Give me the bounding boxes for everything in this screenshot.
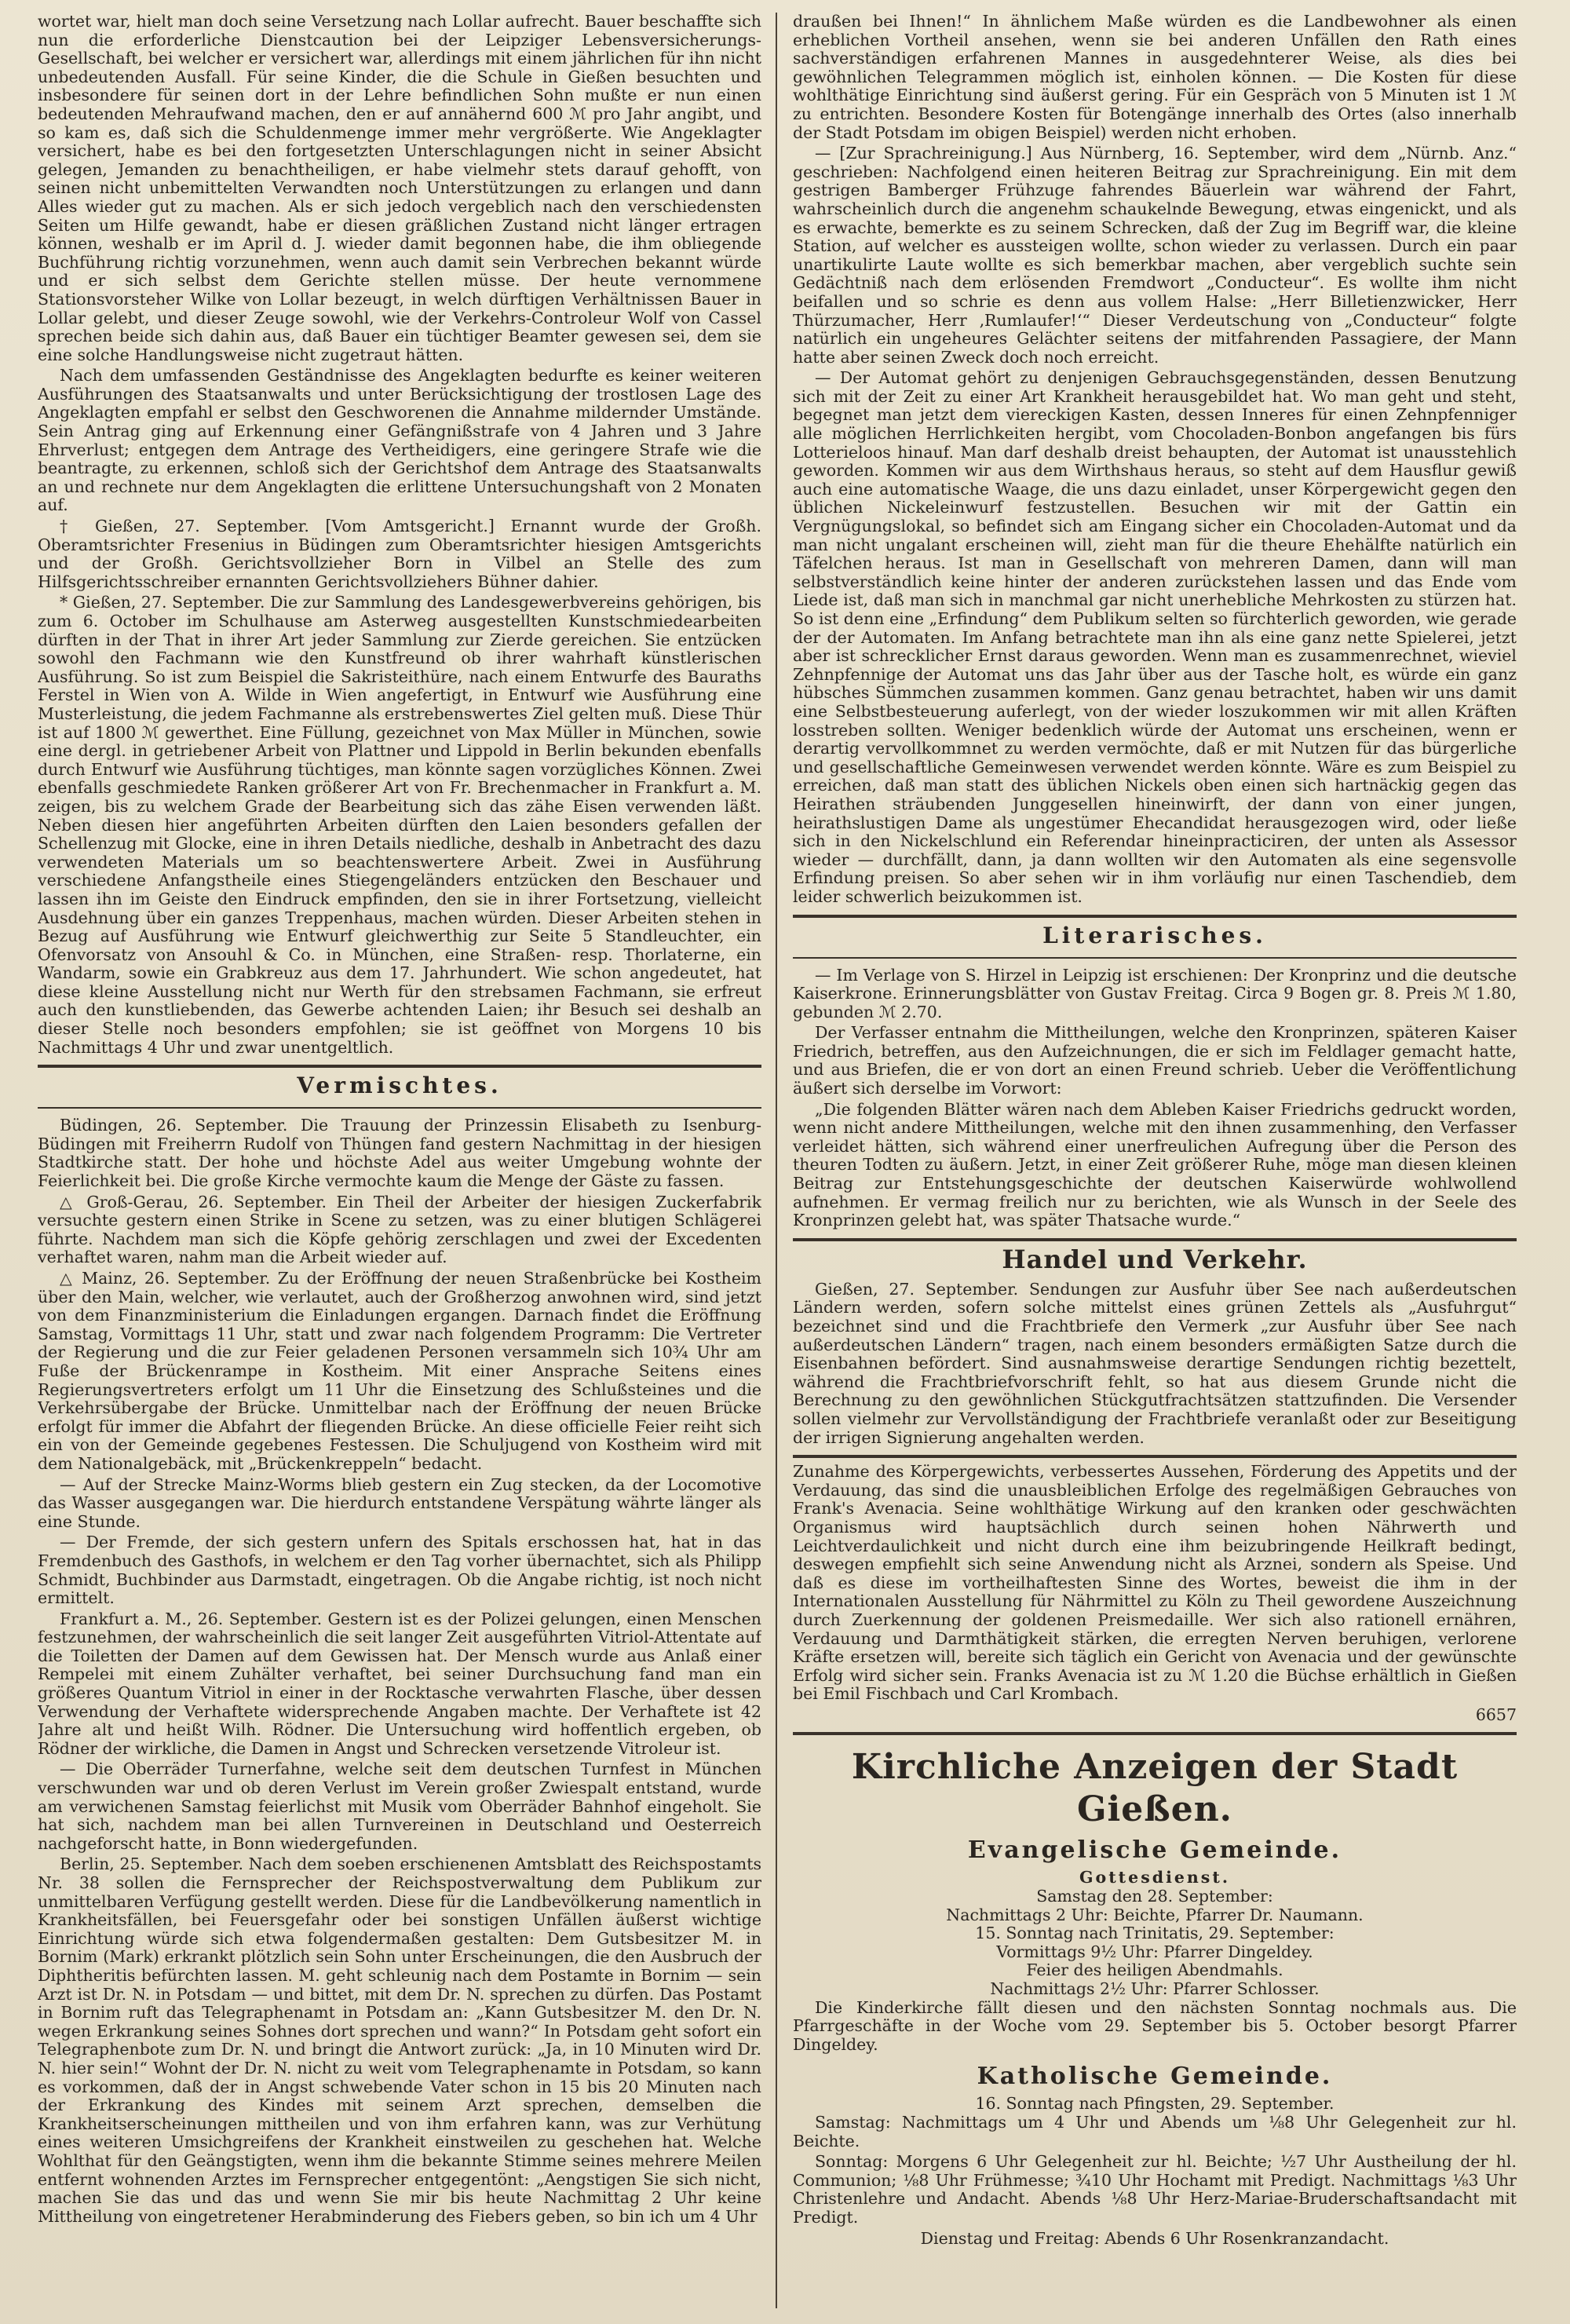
notice-amtsgericht: † Gießen, 27. September. [Vom Amtsgericht.] Ernannt wurde der Großh. Oberamtsrichter Fresenius in Büdingen zum Oberamtsrichter hiesigen Amtsgerichts und der Großh. Gerichtsvollzieher Born in Vilbel an Stelle des zum Hilfsgerichtsschreiber ernannten Gerichtsvollziehers Bühner dahier. (38, 517, 761, 591)
advert-reference-number: 6657 (1475, 1705, 1517, 1724)
section-rule (793, 1238, 1517, 1241)
news-item: — Auf der Strecke Mainz-Worms blieb gestern ein Zug stecken, da der Locomotive das Wasser ausgegangen war. Die hierdurch entstandene Verspätung währte länger als eine Stunde. (38, 1474, 761, 1531)
right-column (793, 13, 1517, 2308)
evangelische-gemeinde-title: Evangelische Gemeinde. (967, 1836, 1342, 1865)
advertisement-avenacia (793, 1463, 1517, 1724)
section-title-vermischtes: Vermischtes. (297, 1072, 502, 1099)
section-rule (793, 915, 1517, 918)
section-title-handel: Handel und Verkehr. (1002, 1244, 1308, 1274)
news-item: — Der Fremde, der sich gestern unfern des Spitals erschossen hat, hat in das Fremdenbuch des Gasthofs, in welchem er den Tag vorher übernachtet, sich als Philipp Schmidt, Buchbinder aus Darmstadt, eingetragen. Ob die Angabe richtig, ist noch nicht ermittelt. (38, 1533, 761, 1608)
service-line: Nachmittags 2½ Uhr: Pfarrer Schlosser. (990, 1979, 1320, 1999)
section-rule (793, 1455, 1517, 1458)
evangelisch-note: Die Kinderkirche fällt diesen und den nächsten Sonntag nochmals aus. Die Pfarrgeschäfte in der Woche vom 29. September bis 5. October besorgt Pfarrer Dingeldey. (793, 1997, 1517, 2054)
left-column (38, 13, 761, 2308)
continued-paragraph: draußen bei Ihnen!“ In ähnlichem Maße würden es die Landbewohner als einen erheblichen Vortheil ansehen, wenn sie bei anderen Unfällen den Rath eines sachverständigen erfahrenen Mannes in ausgedehnterer Weise, als dies bei gewöhnlichen Telegrammen möglich ist, einholen können. — Die Kosten für diese wohlthätige Einrichtung sind äußerst gering. Für ein Gespräch von 5 Minuten ist 1 ℳ zu entrichten. Besondere Kosten für Botengänge innerhalb des Ortes (also innerhalb der Stadt Potsdam im obigen Beispiel) werden nicht erhoben. (793, 13, 1517, 142)
literary-item: Der Verfasser entnahm die Mittheilungen, welche den Kronprinzen, späteren Kaiser Friedrich, betreffen, aus den Aufzeichnungen, die er sich im Feldlager gemacht hatte, und aus Briefen, die er von dort an einen Freund schrieb. Ueber die Veröffentlichung äußert sich derselbe im Vorwort: (793, 1023, 1517, 1098)
section-rule (38, 1065, 761, 1068)
handel-item: Gießen, 27. September. Sendungen zur Ausfuhr über See nach außerdeutschen Ländern werden, sofern solche mittelst eines grünen Zettels als „Ausfuhrgut“ bezeichnet sind und die Frachtbriefe den Vermerk „zur Ausfuhr über See nach außerdeutschen Ländern“ tragen, nach einem besonders ermäßigten Satze durch die Eisenbahnen befördert. Sind ausnahmsweise derartige Sendungen richtig bezettelt, während die Frachtbriefvorschrift fehlt, so hat aus diesem Grunde nicht die Berechnung zu den gewöhnlichen Stückgutfrachtsätzen stattzufinden. Die Versender sollen vielmehr zur Vervollständigung der Frachtbriefe veranlaßt oder zur Beseitigung der irrigen Signierung angehalten werden. (793, 1279, 1517, 1447)
section-rule (793, 957, 1517, 959)
notice-kunstschmiede: * Gießen, 27. September. Die zur Sammlung des Landesgewerbvereins gehörigen, bis zum 6. October im Schulhause am Asterweg ausgestellten Kunstschmiedearbeiten dürften in der That in ihrer Art jeder Sammlung zur Zierde gereichen. Sie entzücken sowohl den Fachmann wie den Kunstfreund ob ihrer wahrhaft künstlerischen Ausführung. So ist zum Beispiel die Sakristeithüre, nach einem Entwurfe des Bauraths Ferstel in Wien von A. Wilde in Wien angefertigt, in Entwurf wie Ausführung eine Musterleistung, die jedem Fachmanne als erstrebenswertes Ziel gelten muß. Diese Thür ist auf 1800 ℳ gewerthet. Eine Füllung, gezeichnet von Max Müller in München, sowie eine dergl. in getriebener Arbeit von Plattner und Lippold in Berlin bekunden ebenfalls durch Entwurf wie Ausführung tüchtiges, man könnte sagen vorzügliches Können. Zwei ebenfalls geschmiedete Ranken größerer Art von Fr. Brechenmacher in Frankfurt a. M. zeigen, bis zu welchem Grade der Bearbeitung sich das zähe Eisen verwenden läßt. Neben diesen hier angeführten Arbeiten dürften den Laien besonders gefallen der Schellenzug mit Glocke, eine in ihren Details niedliche, deshalb in Anbetracht des dazu verwendeten Materials um so beachtenswertere Arbeit. Zwei in Ausführung verschiedene Anfangstheile eines Stiegengeländers entzücken den Beschauer und lassen ihn im Geiste den Eindruck empfinden, den sie in ihrer Fortsetzung, vielleicht Ausdehnung über ein ganzes Treppenhaus, machen würden. Dieser Arbeiten stehen in Bezug auf Ausführung wie Entwurf gleichwerthig zur Seite 5 Standleuchter, ein Ofenvorsatz von Ansouhl & Co. in München, eine Straßen- resp. Thorlaterne, ein Wandarm, sowie ein Grabkreuz aus dem 17. Jahrhundert. Wie schon angedeutet, hat diese kleine Ausstellung nicht nur Werth für den strebsamen Fachmann, sie erfreut auch den kunstliebenden, das Gewerbe achtenden Laien; ihr Besuch sei deshalb an dieser Stelle noch besonders empfohlen; sie ist geöffnet von Morgens 10 bis Nachmittags 4 Uhr und zwar unentgeltlich. (38, 593, 761, 1057)
advert-text: Zunahme des Körpergewichts, verbessertes Aussehen, Förderung des Appetits und der Verdauung, das sind die unausbleiblichen Erfolge des regelmäßigen Gebrauches von Frank's Avenacia. Seine wohlthätige Wirkung auf den kranken oder geschwächten Organismus wird hauptsächlich durch seinen hohen Nährwerth und Leichtverdaulichkeit und nicht durch eine ihm beizubringende Heilkraft bedingt, deswegen empfiehlt sich seine Anwendung nicht als Arznei, sondern als Speise. Und daß es diese im vortheilhaftesten Sinne des Wortes, beweist die ihm in der Internationalen Ausstellung für Nährmittel zu Köln zu Theil gewordene Auszeichnung durch Zuerkennung der goldenen Preismedaille. Wer sich also rationell ernähren, Verdauung und Darmthätigkeit stärken, die erregten Nerven beruhigen, verlorene Kräfte ersetzen will, bereite sich täglich ein Gericht von Avenacia und der gewünschte Erfolg wird sicher sein. Franks Avenacia ist zu ℳ 1.20 die Büchse erhältlich in Gießen bei Emil Fischbach und Carl Krombach. (793, 1462, 1517, 1704)
sprachreinigung-item: — [Zur Sprachreinigung.] Aus Nürnberg, 16. September, wird dem „Nürnb. Anz.“ geschrieben: Nachfolgend einen heiteren Beitrag zur Sprachreinigung. Ein mit dem gestrigen Bamberger Frühzuge fahrendes Bäuerlein war während der Fahrt, wahrscheinlich durch die angenehm schaukelnde Bewegung, etwas eingenickt, und als es erwachte, bemerkte es zu seinem Schrecken, daß der Zug im Begriff war, die kleine Station, auf welcher es aussteigen wollte, schon wieder zu verlassen. Durch ein paar unartikulirte Laute wollte es sich bemerkbar machen, aber vergeblich suchte sein Gedächtniß nach dem erlösenden Fremdwort „Conducteur“. Es wollte ihm nicht beifallen und so schrie es denn aus vollem Halse: „Herr Billetienzwicker, Herr Thürzumacher, Herr ‚Rumlaufer!‘“ Dieser Verdeutschung von „Conducteur“ folgte natürlich ein ungeheures Gelächter seitens der mitfahrenden Passagiere, der Mann hatte aber seinen Zweck doch noch erreicht. (793, 144, 1517, 367)
literary-quote: „Die folgenden Blätter wären nach dem Ableben Kaiser Friedrichs gedruckt worden, wenn nicht andere Mittheilungen, welche mit den ihnen zusammenhing, den Verfasser verleidet hätten, sich während einer unerfreulichen Aufregung über die Person des theuren Todten zu äußern. Jetzt, in einer Zeit größerer Ruhe, möge man diesen kleinen Beitrag zur Entstehungsgeschichte der deutschen Kaiserwürde wohlwollend aufnehmen. Er vermag freilich nur zu berichten, wie als Wunsch in der Seele des Kronprinzen gelebt hat, was später Thatsache wurde.“ (793, 1099, 1517, 1230)
katholisch-subtitle: 16. Sonntag nach Pfingsten, 29. September. (975, 2094, 1334, 2114)
section-title-literarisches: Literarisches. (1042, 922, 1267, 948)
news-item: △ Mainz, 26. September. Zu der Eröffnung der neuen Straßenbrücke bei Kostheim über den Main, welcher, wie verlautet, auch der Großherzog anwohnen wird, sind jetzt von dem Finanzministerium die Einladungen ergangen. Darnach findet die Eröffnung Samstag, Vormittags 11 Uhr, statt und zwar nach folgendem Programm: Die Vertreter der Regierung und die zur Feier geladenen Personen versammeln sich 10¾ Uhr am Fuße der Brückenrampe in Kostheim. Mit einer Ansprache Seitens eines Regierungsvertreters erfolgt um 11 Uhr die Einsetzung des Schlußsteines und die Verkehrsübergabe der Brücke. Unmittelbar nach der Eröffnung der neuen Brücke erfolgt für immer die Abfahrt der fliegenden Brücke. An diese officielle Feier reiht sich ein von der Gemeinde gegebenes Festessen. Die Schuljugend von Kostheim wird mit dem Nationalgebäck, mit „Brückenkreppeln“ bedacht. (38, 1269, 761, 1473)
service-line: Vormittags 9½ Uhr: Pfarrer Dingeldey. (996, 1942, 1313, 1961)
court-report-paragraph: Nach dem umfassenden Geständnisse des Angeklagten bedurfte es keiner weiteren Ausführungen des Staatsanwalts und unter Berücksichtigung der trostlosen Lage des Angeklagten empfahl er selbst den Geschworenen die Annahme mildernder Umstände. Sein Antrag ging auf Erkennung einer Gefängnißstrafe von 4 Jahren und 3 Jahre Ehrverlust; entgegen dem Antrage des Vertheidigers, eine geringere Strafe wie die beantragte, zu erkennen, schloß sich der Gerichtshof dem Antrage des Staatsanwalts an und rechnete nur dem Angeklagten die erlittene Untersuchungshaft von 2 Monaten auf. (38, 366, 761, 515)
gottesdienst-label: Gottesdienst. (1079, 1868, 1230, 1887)
service-line: 15. Sonntag nach Trinitatis, 29. September: (975, 1924, 1334, 1943)
service-line: Sonntag: Morgens 6 Uhr Gelegenheit zur hl. Beichte; ½7 Uhr Austheilung der hl. Communion; ⅛8 Uhr Frühmesse; ¾10 Uhr Hochamt mit Predigt. Nachmittags ⅛3 Uhr Christenlehre und Andacht. Abends ⅛8 Uhr Herz-Mariae-Bruderschaftsandacht mit Predigt. (793, 2152, 1517, 2227)
section-rule (38, 1107, 761, 1109)
automat-item: — Der Automat gehört zu denjenigen Gebrauchsgegenständen, dessen Benutzung sich mit der Zeit zu einer Art Krankheit herausgebildet hat. Wo man geht und steht, begegnet man jetzt dem viereckigen Kasten, dessen Inneres für einen Zehnpfenniger alle möglichen Herrlichkeiten hergibt, vom Chocoladen-Bonbon angefangen bis fürs Lotterieloos hinauf. Man darf deshalb dreist behaupten, der Automat ist unausstehlich geworden. Kommen wir aus dem Wirthshaus heraus, so steht auf dem Hausflur gewiß auch eine automatische Waage, die uns dazu einladet, unser Körpergewicht gegen den üblichen Nickeleinwurf festzustellen. Besuchen wir mit der Gattin ein Vergnügungslokal, so befindet sich am Eingang sicher ein Chocoladen-Automat und da man nicht ungalant erscheinen will, zieht man für die theure Ehehälfte natürlich ein Täfelchen heraus. Ist man in Gesellschaft von mehreren Damen, dann will man selbstverständlich keine hinter der anderen zurückstehen lassen und das Ende vom Liede ist, daß man sich in manchmal gar nicht unerhebliche Mehrkosten zu stürzen hat. So ist denn eine „Erfindung“ dem Publikum selten so fürchterlich geworden, wie gerade der der Automaten. Im Anfang betrachtete man ihn als eine ganz nette Spielerei, jetzt aber ist schrecklicher Ernst daraus geworden. Wenn man es zusammenrechnet, wieviel Zehnpfennige der Automat uns das Jahr über aus der Tasche holt, es würde ein ganz hübsches Sümmchen zusammen kommen. Ganz genau betrachtet, haben wir uns damit eine Selbstbesteuerung auferlegt, von der wieder loszukommen wir mit allen Kräften losstreben sollten. Weniger bedenklich würde der Automat uns erscheinen, wenn er derartig vervollkommnet zu werden vermöchte, daß er mit Nutzen für das bürgerliche und gesellschaftliche Gemeinwesen verwendet werden könnte. Wäre es zum Beispiel zu erreichen, daß man statt des üblichen Nickels oben einen sich hartnäckig gegen das Heirathen sträubenden Junggesellen hineinwirft, der dann von einer jungen, heirathslustigen Dame als ungestümer Ehecandidat herausgezogen wird, oder ließe sich in den Nickelschlund ein Referendar hineinpracticiren, der unten als Assessor wieder — durchfällt, dann, ja dann wollten wir den Automaten als eine segensvolle Erfindung preisen. So aber sehen wir in ihm vorläufig nur einen Taschendieb, dem leider schwerlich beizukommen ist. (793, 368, 1517, 906)
news-item: Frankfurt a. M., 26. September. Gestern ist es der Polizei gelungen, einen Menschen festzunehmen, der wahrscheinlich die seit langer Zeit ausgeführten Vitriol-Attentate auf die Toiletten der Damen auf dem Gewissen hat. Der Mensch wurde aus Anlaß einer Rempelei mit einem Zuhälter verhaftet, bei seiner Durchsuchung fand man ein größeres Quantum Vitriol in einer in der Rocktasche verwahrten Flasche, über dessen Verwendung der Verhaftete widersprechende Angaben machte. Der Verhaftete ist 42 Jahre alt und heißt Wilh. Rödner. Die Untersuchung wird hoffentlich ergeben, ob Rödner der wirkliche, die Damen in Angst und Schrecken versetzende Vitroleur ist. (38, 1609, 761, 1758)
service-line: Feier des heiligen Abendmahls. (1026, 1960, 1283, 1980)
section-rule (793, 1732, 1517, 1735)
column-divider (776, 13, 777, 2308)
church-notices-headline: Kirchliche Anzeigen der Stadt Gießen. (851, 1747, 1459, 1830)
katholische-gemeinde-title: Katholische Gemeinde. (977, 2063, 1333, 2091)
news-item: Berlin, 25. September. Nach dem soeben erschienenen Amtsblatt des Reichspostamts Nr. 38 sollen die Fernsprecher der Reichspostverwaltung dem Publikum zur unmittelbaren Verfügung gestellt werden. Diese für die Landbevölkerung namentlich in Krankheitsfällen, bei Feuersgefahr oder bei sonstigen Unfällen äußerst wichtige Einrichtung würde sich etwa folgendermaßen gestalten: Dem Gutsbesitzer M. in Bornim (Mark) erkrankt plötzlich sein Sohn unter Erscheinungen, die den Ausbruch der Diphtheritis befürchten lassen. M. geht schleunig nach dem Postamte in Bornim — sein Arzt ist Dr. N. in Potsdam — und bittet, mit dem Dr. N. sprechen zu dürfen. Das Postamt in Bornim ruft das Telegraphenamt in Potsdam an: „Kann Gutsbesitzer M. den Dr. N. wegen Erkrankung seines Sohnes dort sprechen und wann?“ In Potsdam geht sofort ein Telegraphenbote zum Dr. N. und bringt die Antwort zurück: „Ja, in 10 Minuten wird Dr. N. hier sein!“ Wohnt der Dr. N. nicht zu weit vom Telegraphenamte in Potsdam, so kann es vorkommen, daß der in Angst schwebende Vater schon in 15 bis 20 Minuten nach der Erkrankung des Kindes mit seinem Arzt sprechen, demselben die Krankheitserscheinungen mittheilen und von ihm erfahren kann, was zur Verhütung eines weiteren Umsichgreifens der Krankheit einstweilen zu geschehen hat. Welche Wohlthat für den Geängstigten, wenn ihm die bekannte Stimme seines mehrere Meilen entfernt wohnenden Arztes im Fernsprecher entgegentönt: „Aengstigen Sie sich nicht, machen Sie das und das und wenn Sie mir bis heute Nachmittag 2 Uhr keine Mittheilung von eingetretener Herabminderung des Fiebers geben, so bin ich um 4 Uhr (38, 1854, 761, 2226)
service-line: Samstag: Nachmittags um 4 Uhr und Abends um ⅛8 Uhr Gelegenheit zur hl. Beichte. (793, 2113, 1517, 2150)
court-report-paragraph: wortet war, hielt man doch seine Versetzung nach Lollar aufrecht. Bauer beschaffte sich nun die erforderliche Dienstcaution bei der Leipziger Lebensversicherungs-Gesellschaft, bei welcher er versichert war, allerdings mit einem jährlichen für ihn nicht unbedeutenden Ausfall. Für seine Kinder, die die Schule in Gießen besuchten und insbesondere für seinen dort in der Lehre befindlichen Sohn mußte er nun einen bedeutenden Mehraufwand machen, den er auf annähernd 600 ℳ pro Jahr angibt, und so kam es, daß sich die Schuldenmenge immer mehr vergrößerte. Wie Angeklagter versichert, habe es bei den fortgesetzten Unterschlagungen nicht in seiner Absicht gelegen, Jemanden zu benachtheiligen, er habe vielmehr stets darauf gehofft, von seinen nicht unbemittelten Verwandten noch Unterstützungen zu erlangen und dann Alles wieder gut zu machen. Als er sich jedoch vergeblich nach den verschiedensten Seiten um Hilfe gewandt, habe er diesen gräßlichen Zustand nicht länger ertragen können, weshalb er im April d. J. wieder damit begonnen habe, die ihm obliegende Buchführung richtig vorzunehmen, wenn auch damit sein Verbrechen bekannt würde und er sich selbst dem Gerichte stellen müsse. Der heute vernommene Stationsvorsteher Wilke von Lollar bezeugt, in welch dürftigen Verhältnissen Bauer in Lollar gelebt, und dieser Zeuge sowohl, wie der Verkehrs-Controleur Wolf von Cassel sprechen beide sich dahin aus, daß Bauer ein tüchtiger Beamter gewesen sei, dem sie eine solche Handlungsweise nicht zugetraut hätten. (38, 13, 761, 364)
service-line: Dienstag und Freitag: Abends 6 Uhr Rosenkranzandacht. (920, 2228, 1389, 2248)
service-line: Nachmittags 2 Uhr: Beichte, Pfarrer Dr. Naumann. (946, 1905, 1364, 1924)
literary-item: — Im Verlage von S. Hirzel in Leipzig ist erschienen: Der Kronprinz und die deutsche Kaiserkrone. Erinnerungsblätter von Gustav Freitag. Circa 9 Bogen gr. 8. Preis ℳ 1.80, gebunden ℳ 2.70. (793, 965, 1517, 1021)
news-item: — Die Oberräder Turnerfahne, welche seit dem deutschen Turnfest in München verschwunden war und ob deren Verlust im Verein großer Zwiespalt entstand, wurde am verwichenen Samstag feierlichst mit Musik vom Oberräder Bahnhof eingeholt. Sie hat sich, nachdem man bei allen Turnvereinen in Deutschland und Oesterreich nachgeforscht hatte, in Bonn wiedergefunden. (38, 1759, 761, 1853)
service-line: Samstag den 28. September: (1036, 1887, 1273, 1906)
news-item: Büdingen, 26. September. Die Trauung der Prinzessin Elisabeth zu Isenburg-Büdingen mit Freiherrn Rudolf von Thüngen fand gestern Nachmittag in der hiesigen Stadtkirche statt. Der hohe und höchste Adel aus weiter Umgebung wohnte der Feierlichkeit bei. Die große Kirche vermochte kaum die Menge der Gäste zu fassen. (38, 1116, 761, 1191)
news-item: △ Groß-Gerau, 26. September. Ein Theil der Arbeiter der hiesigen Zuckerfabrik versuchte gestern einen Strike in Scene zu setzen, was zu einer blutigen Schlägerei führte. Nachdem man sich die Köpfe gehörig zerschlagen und zwei der Excedenten verhaftet waren, nahm man die Arbeit wieder auf. (38, 1192, 761, 1267)
